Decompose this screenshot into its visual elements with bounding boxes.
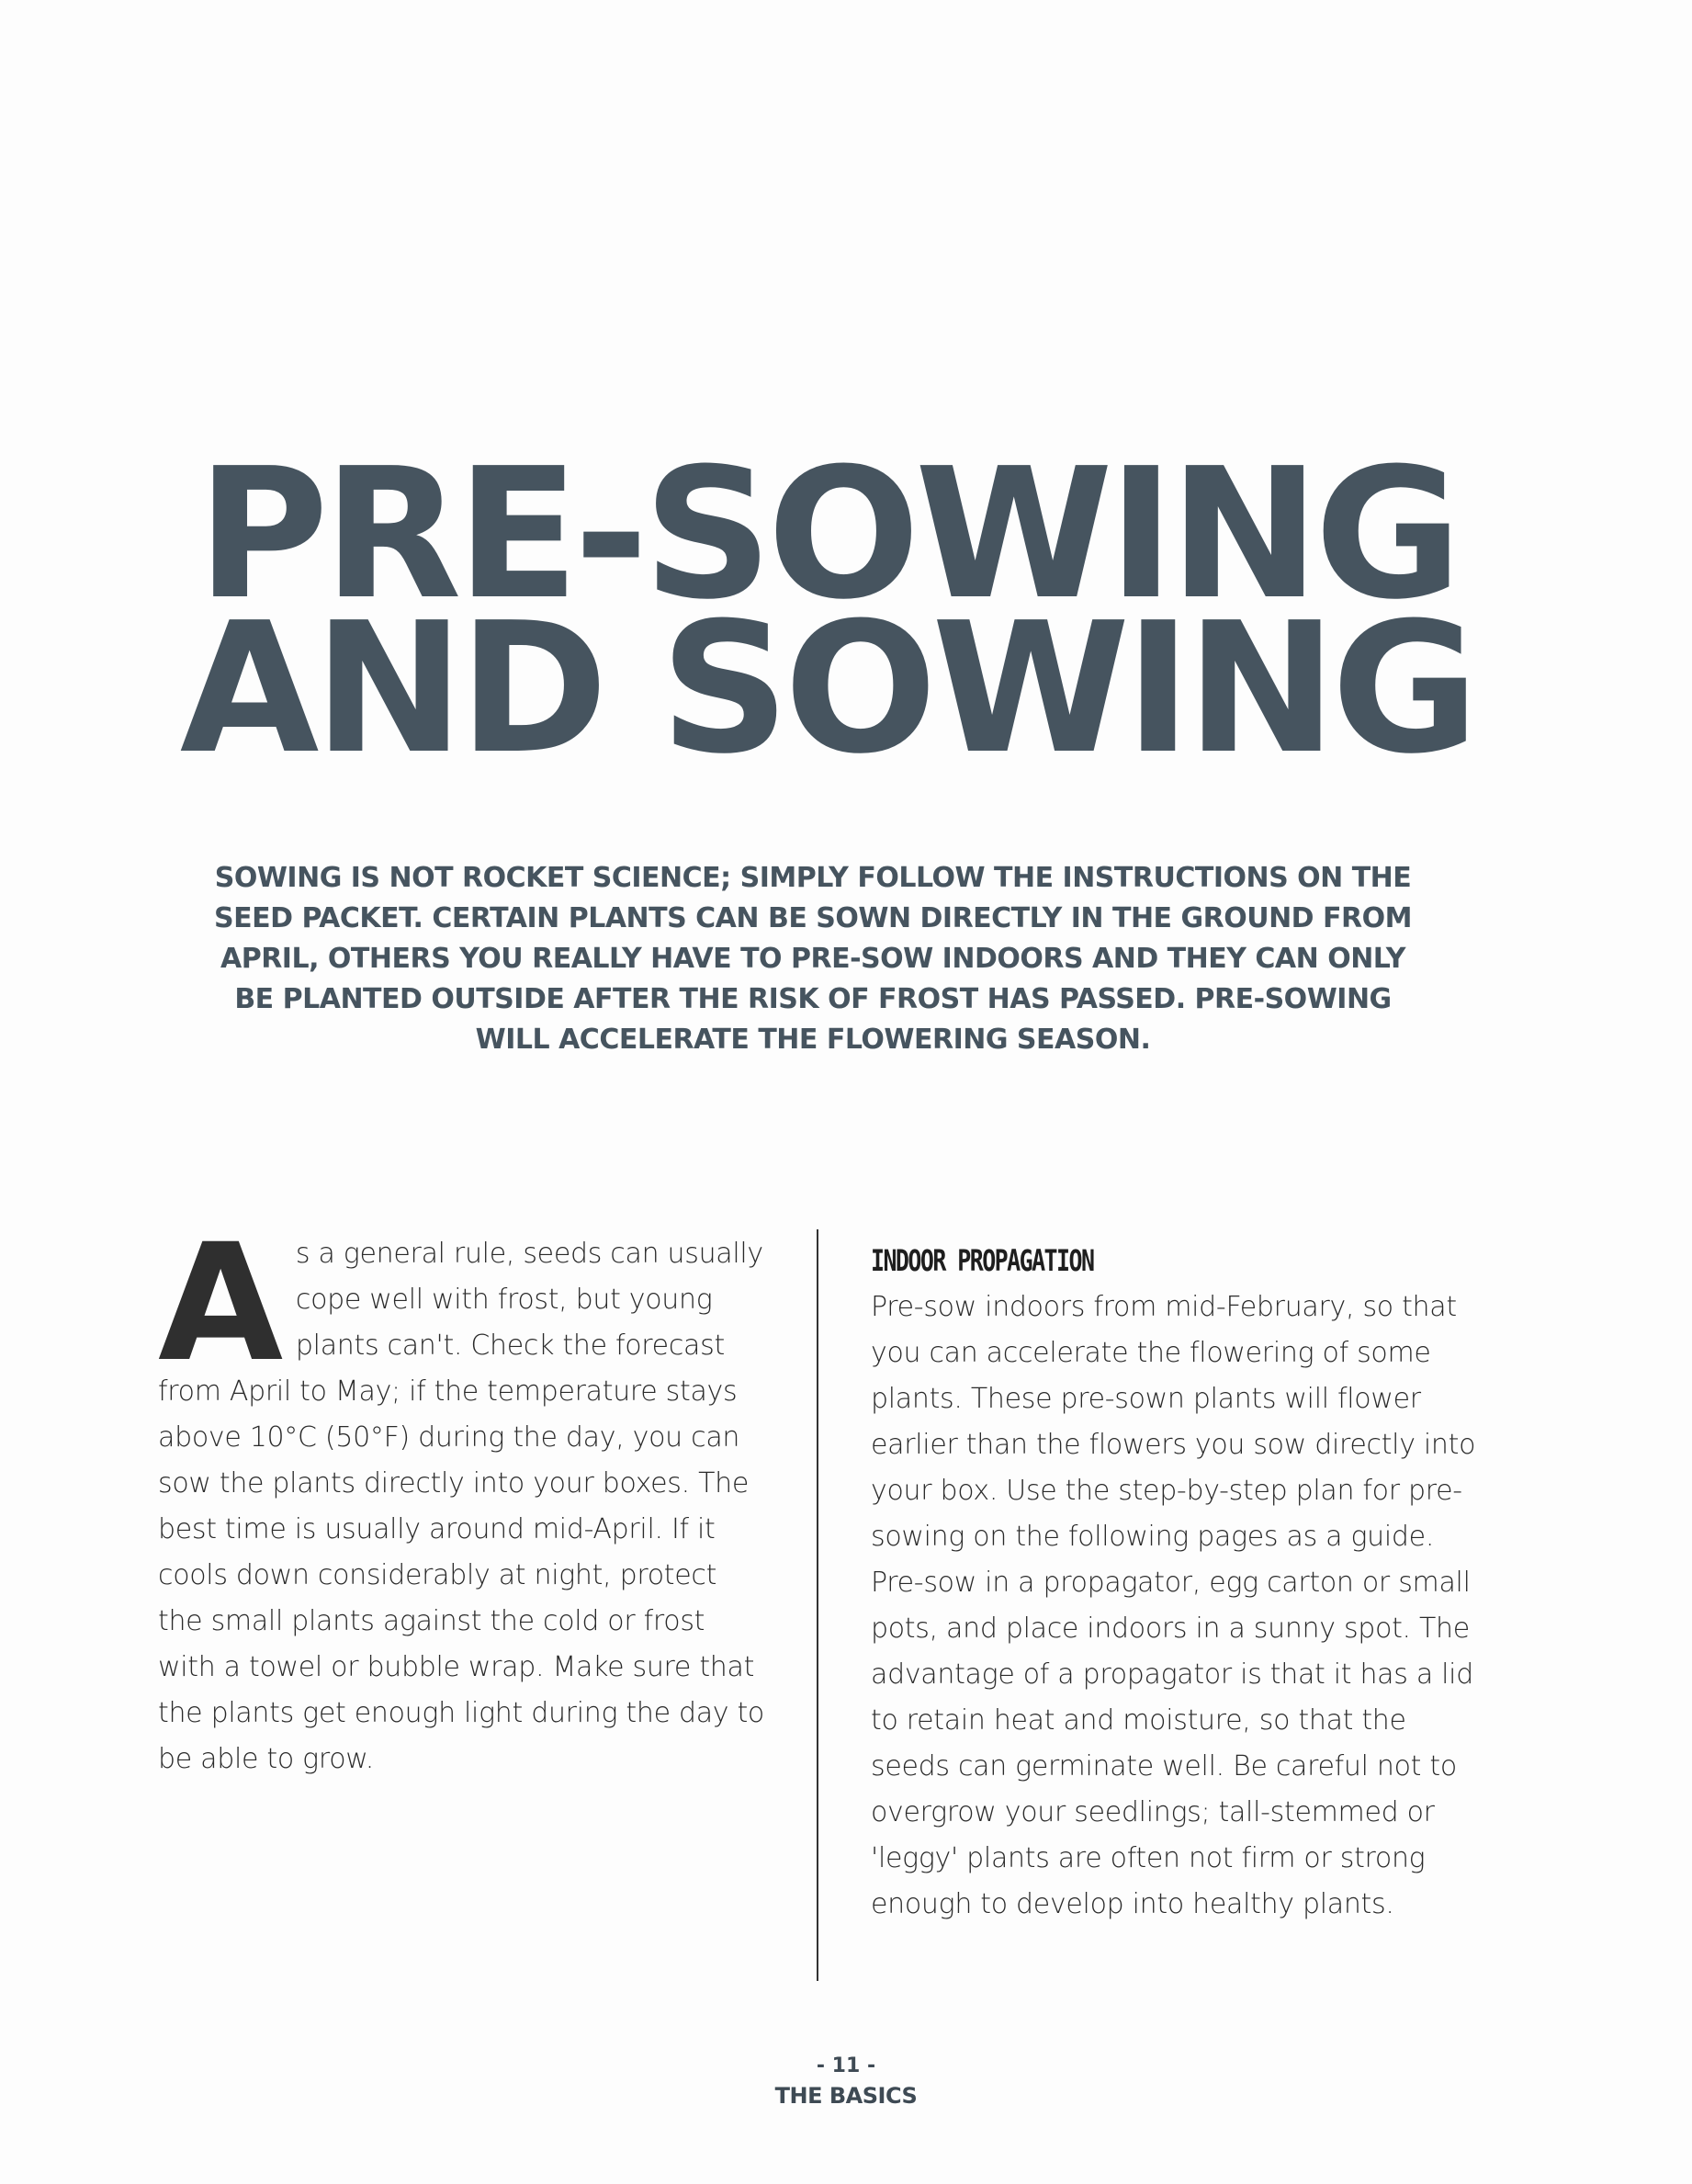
footer-section-name: THE BASICS [774,2083,918,2109]
title-line-1: PRE-SOWING [197,430,1457,639]
left-column-text: s a general rule, seeds can usually cope well with frost, but young plants can't. Check the forecast from April to May; if the temperature stays above 10°C (50°F) during the day, you can sow the plants directly into your boxes. The best time is usually around mid-April. If it cools down considerably at night, protect the small plants against the cold or frost with a towel or bubble wrap. Make sure that the plants get enough light during the day to be able to grow. [158,1238,764,1775]
column-divider [817,1229,818,1981]
page-title [175,430,1479,794]
section-heading-indoor-propagation: INDOOR PROPAGATION [871,1243,1094,1278]
right-column-text: Pre-sow indoors from mid-February, so that you can accelerate the flowering of some plants. These pre-sown plants will flower earlier than the flowers you sow directly into your box. Use the step-by-step plan for pre-sowing on the following pages as a guide. Pre-sow in a propagator, egg carton or small pots, and place indoors in a sunny spot. The advantage of a propagator is that it has a lid to retain heat and moisture, so that the seeds can germinate well. Be careful not to overgrow your seedlings; tall-stemmed or 'leggy' plants are often not firm or strong enough to develop into healthy plants. [871,1291,1476,1920]
left-column [158,1209,764,1782]
page-footer [0,2053,1692,2111]
page-number: - 11 - [816,2054,876,2077]
intro-subtitle: SOWING IS NOT ROCKET SCIENCE; SIMPLY FOLLOW THE INSTRUCTIONS ON THE SEED PACKET. CERTAIN PLANTS CAN BE SOWN DIRECTLY IN THE GROUND FROM APRIL, OTHERS YOU REALLY HAVE TO PRE-SOW INDOORS AND THEY CAN ONLY BE PLANTED OUTSIDE AFTER THE RISK OF FROST HAS PASSED. PRE-SOWING WILL ACCELERATE THE FLOWERING SEASON. [214,862,1412,1056]
title-line-2: AND SOWING [179,584,1474,794]
right-column [871,1240,1477,1928]
drop-cap: A [158,1209,283,1398]
